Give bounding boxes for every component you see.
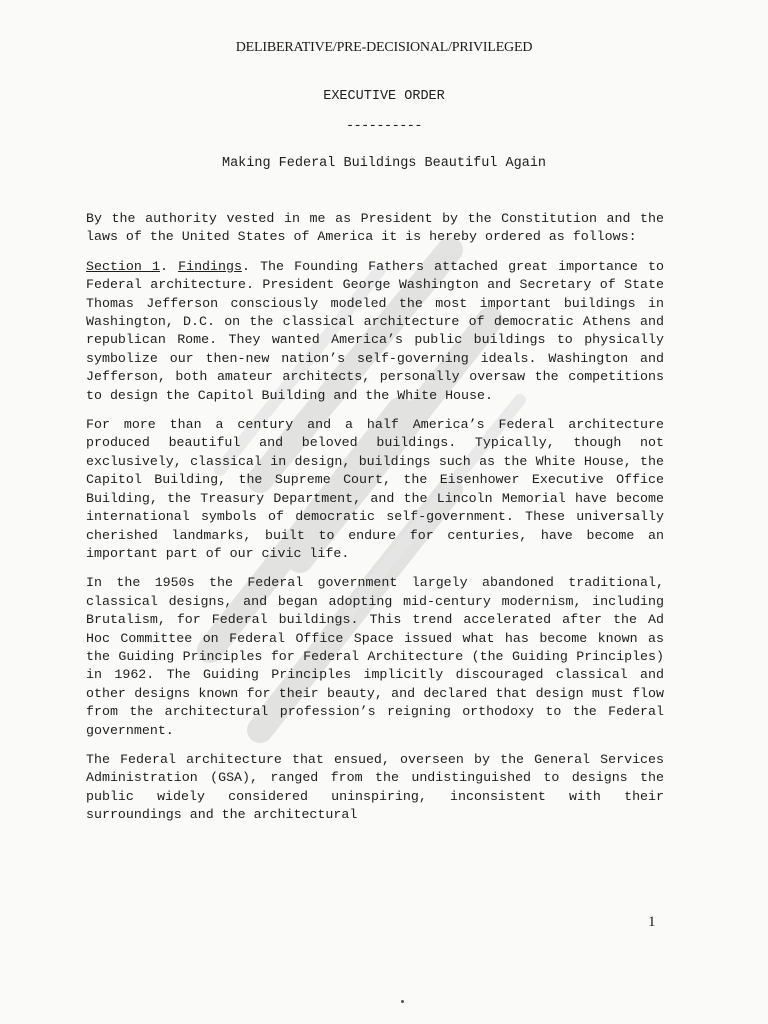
section-1-text: The Founding Fathers attached great importance to Federal architecture. President George Washington and Secretary of State Thomas Jefferson consciously modeled the most important buildings in Washington, D.C. on the classical architecture of democratic Athens and republican Rome. They wanted America’s public buildings to physically symbolize our then-new nation’s self-governing ideals. Washington and Jefferson, both amateur architects, personally oversaw the competitions to design the Capitol Building and the White House.: [86, 258, 664, 403]
section-heading: Findings: [178, 258, 242, 274]
section-label: Section 1: [86, 258, 160, 274]
body-paragraph-3: In the 1950s the Federal government largely abandoned traditional, classical designs, and began adopting mid-century modernism, including Brutalism, for Federal buildings. This trend accelerated after the Ad Hoc Committee on Federal Office Space issued what has become known as the Guiding Principles for Federal Architecture (the Guiding Principles) in 1962. The Guiding Principles implicitly discouraged classical and other designs known for their beauty, and declared that design must flow from the architectural profession’s reigning orthodoxy to the Federal government.: [86, 575, 664, 738]
heading-separator: ----------: [345, 119, 422, 134]
body-paragraph-4: The Federal architecture that ensued, overseen by the General Services Administration (GSA), ranged from the undistinguished to designs the public widely considered uninspiring, inconsistent with their surroundings and the architectural: [86, 751, 664, 823]
order-type-heading: EXECUTIVE ORDER: [323, 89, 445, 104]
body-paragraph-2: For more than a century and a half America’s Federal architecture produced beautiful and beloved buildings. Typically, though not exclusively, classical in design, buildings such as the White House, the Capitol Building, the Supreme Court, the Eisenhower Executive Office Building, the Treasury Department, and the Lincoln Memorial have become international symbols of democratic self-government. These universally cherished landmarks, built to endure for centuries, have become an important part of our civic life.: [86, 417, 664, 561]
document-body: [86, 210, 664, 836]
preamble-paragraph: By the authority vested in me as President by the Constitution and the laws of the United States of America it is hereby ordered as follows:: [86, 211, 664, 245]
classification-marking: DELIBERATIVE/PRE-DECISIONAL/PRIVILEGED: [235, 40, 533, 55]
page-number: 1: [648, 914, 656, 930]
section-1-paragraph: Section 1. Findings. The Founding Fathers attached great importance to Federal architecture. President George Washington and Secretary of State Thomas Jefferson consciously modeled the most important buildings in Washington, D.C. on the classical architecture of democratic Athens and republican Rome. They wanted America’s public buildings to physically symbolize our then-new nation’s self-governing ideals. Washington and Jefferson, both amateur architects, personally oversaw the competitions to design the Capitol Building and the White House.: [86, 258, 664, 403]
scan-speck: [401, 1000, 404, 1003]
document-title: Making Federal Buildings Beautiful Again: [221, 156, 547, 171]
